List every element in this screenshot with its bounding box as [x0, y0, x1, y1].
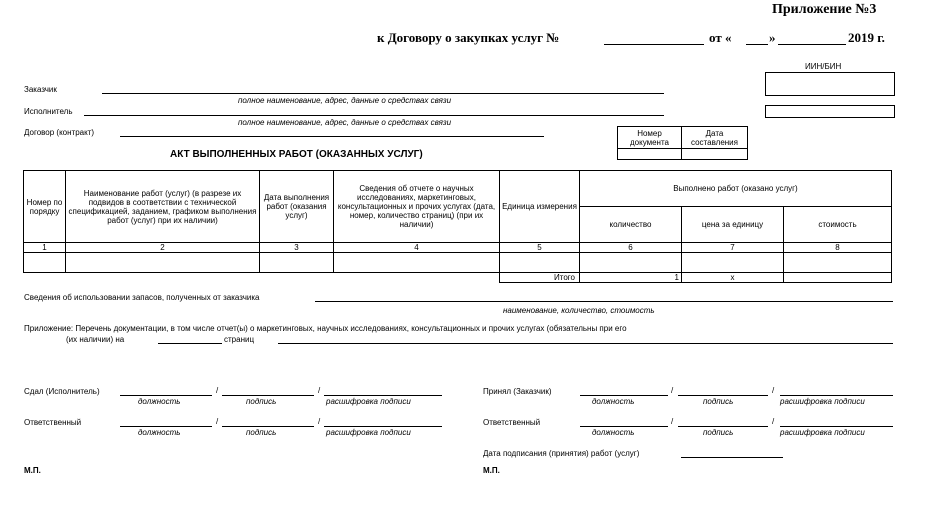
decoding-hint: расшифровка подписи — [326, 428, 411, 437]
table-cell[interactable] — [66, 253, 260, 273]
handed-decoding-line[interactable] — [324, 395, 442, 396]
decoding-hint: расшифровка подписи — [780, 397, 865, 406]
signature-hint: подпись — [703, 428, 734, 437]
slash: / — [216, 386, 219, 395]
col-number-index: 6 — [580, 243, 682, 253]
total-spacer — [24, 273, 66, 283]
accepted-decoding-line[interactable] — [780, 395, 893, 396]
attachment-pages-line[interactable] — [158, 343, 222, 344]
customer-hint: полное наименование, адрес, данные о средствах связи — [238, 96, 452, 105]
responsible-position-line[interactable] — [120, 426, 212, 427]
responsible-decoding-line[interactable] — [324, 426, 442, 427]
col-number-index: 2 — [66, 243, 260, 253]
appendix-title: Приложение №3 — [772, 2, 877, 17]
handed-label: Сдал (Исполнитель) — [24, 387, 100, 396]
attachment-suffix: страниц — [224, 335, 255, 344]
sign-date-line[interactable] — [681, 457, 783, 458]
col-number-index: 3 — [260, 243, 334, 253]
total-spacer — [334, 273, 500, 283]
customer-label: Заказчик — [24, 85, 57, 94]
stocks-hint: наименование, количество, стоимость — [503, 306, 655, 315]
contract-month-line[interactable] — [778, 44, 846, 45]
responsible-signature-line[interactable] — [222, 426, 314, 427]
slash: / — [318, 417, 321, 426]
total-cost[interactable] — [784, 273, 892, 283]
executor-line[interactable] — [84, 115, 664, 116]
table-cell[interactable] — [500, 253, 580, 273]
act-title: АКТ ВЫПОЛНЕННЫХ РАБОТ (ОКАЗАННЫХ УСЛУГ) — [170, 149, 423, 160]
position-hint: должность — [592, 397, 635, 406]
stocks-label: Сведения об использовании запасов, полученных от заказчика — [24, 293, 260, 302]
position-hint: должность — [138, 397, 181, 406]
responsible-label: Ответственный — [483, 418, 541, 427]
accepted-label: Принял (Заказчик) — [483, 387, 552, 396]
position-hint: должность — [592, 428, 635, 437]
total-spacer — [260, 273, 334, 283]
col-number-header: Номер по порядку — [24, 171, 66, 243]
col-price-header: цена за единицу — [682, 207, 784, 243]
signature-hint: подпись — [703, 397, 734, 406]
table-cell[interactable] — [682, 253, 784, 273]
iin-bin-field[interactable] — [765, 72, 895, 96]
table-cell[interactable] — [784, 253, 892, 273]
contract-label: Договор (контракт) — [24, 128, 95, 137]
col-completed-header: Выполнено работ (оказано услуг) — [580, 171, 892, 207]
document-number-header: Номер документа — [618, 127, 682, 149]
document-number-cell[interactable] — [618, 149, 682, 160]
attachment-line[interactable] — [278, 343, 893, 344]
col-number-index: 1 — [24, 243, 66, 253]
accepted-signature-line[interactable] — [678, 395, 768, 396]
total-spacer — [66, 273, 260, 283]
contract-number-line[interactable] — [604, 44, 704, 45]
customer-responsible-decoding-line[interactable] — [780, 426, 893, 427]
contract-quote-close: » — [769, 30, 776, 45]
total-price: x — [682, 273, 784, 283]
slash: / — [772, 386, 775, 395]
table-cell[interactable] — [580, 253, 682, 273]
stamp-label: М.П. — [483, 466, 500, 475]
executor-iin-bin-field[interactable] — [765, 105, 895, 118]
col-name-header: Наименование работ (услуг) (в разрезе их подвидов в соответствии с технической спецификацией, заданием, графиком выполнения работ (услуг) при их наличии) — [66, 171, 260, 243]
col-number-index: 7 — [682, 243, 784, 253]
col-unit-header: Единица измерения — [500, 171, 580, 243]
contract-day-line[interactable] — [746, 44, 768, 45]
contract-from-label: от « — [709, 30, 732, 45]
slash: / — [216, 417, 219, 426]
customer-line[interactable] — [102, 93, 664, 94]
customer-responsible-signature-line[interactable] — [678, 426, 768, 427]
position-hint: должность — [138, 428, 181, 437]
table-cell[interactable] — [334, 253, 500, 273]
handed-position-line[interactable] — [120, 395, 212, 396]
accepted-position-line[interactable] — [580, 395, 668, 396]
slash: / — [318, 386, 321, 395]
col-date-header: Дата выполнения работ (оказания услуг) — [260, 171, 334, 243]
executor-label: Исполнитель — [24, 107, 73, 116]
sign-date-label: Дата подписания (принятия) работ (услуг) — [483, 449, 640, 458]
attachment-text: Приложение: Перечень документации, в том числе отчет(ы) о маркетинговых, научных исследованиях, консультационных и прочих услугах (обязательны при его — [24, 324, 627, 333]
total-label: Итого — [500, 273, 580, 283]
signature-hint: подпись — [246, 397, 277, 406]
works-table — [23, 170, 892, 283]
contract-year: 2019 г. — [848, 30, 885, 45]
table-cell[interactable] — [24, 253, 66, 273]
document-date-cell[interactable] — [682, 149, 748, 160]
contract-reference-label: к Договору о закупках услуг № — [377, 30, 560, 45]
decoding-hint: расшифровка подписи — [780, 428, 865, 437]
decoding-hint: расшифровка подписи — [326, 397, 411, 406]
table-cell[interactable] — [260, 253, 334, 273]
total-quantity: 1 — [580, 273, 682, 283]
col-quantity-header: количество — [580, 207, 682, 243]
slash: / — [772, 417, 775, 426]
slash: / — [671, 417, 674, 426]
document-number-date-box — [617, 126, 748, 160]
col-number-index: 4 — [334, 243, 500, 253]
customer-responsible-position-line[interactable] — [580, 426, 668, 427]
stocks-line[interactable] — [315, 301, 893, 302]
contract-line[interactable] — [120, 136, 544, 137]
document-date-header: Дата составления — [682, 127, 748, 149]
responsible-label: Ответственный — [24, 418, 82, 427]
slash: / — [671, 386, 674, 395]
col-cost-header: стоимость — [784, 207, 892, 243]
attachment-prefix: (их наличии) на — [66, 335, 125, 344]
signature-hint: подпись — [246, 428, 277, 437]
executor-hint: полное наименование, адрес, данные о средствах связи — [238, 118, 452, 127]
col-report-header: Сведения об отчете о научных исследованиях, маркетинговых, консультационных и прочих услугах (дата, номер, количество страниц) (при их наличии) — [334, 171, 500, 243]
handed-signature-line[interactable] — [222, 395, 314, 396]
col-number-index: 5 — [500, 243, 580, 253]
iin-bin-label: ИИН/БИН — [805, 62, 842, 71]
col-number-index: 8 — [784, 243, 892, 253]
stamp-label: М.П. — [24, 466, 41, 475]
